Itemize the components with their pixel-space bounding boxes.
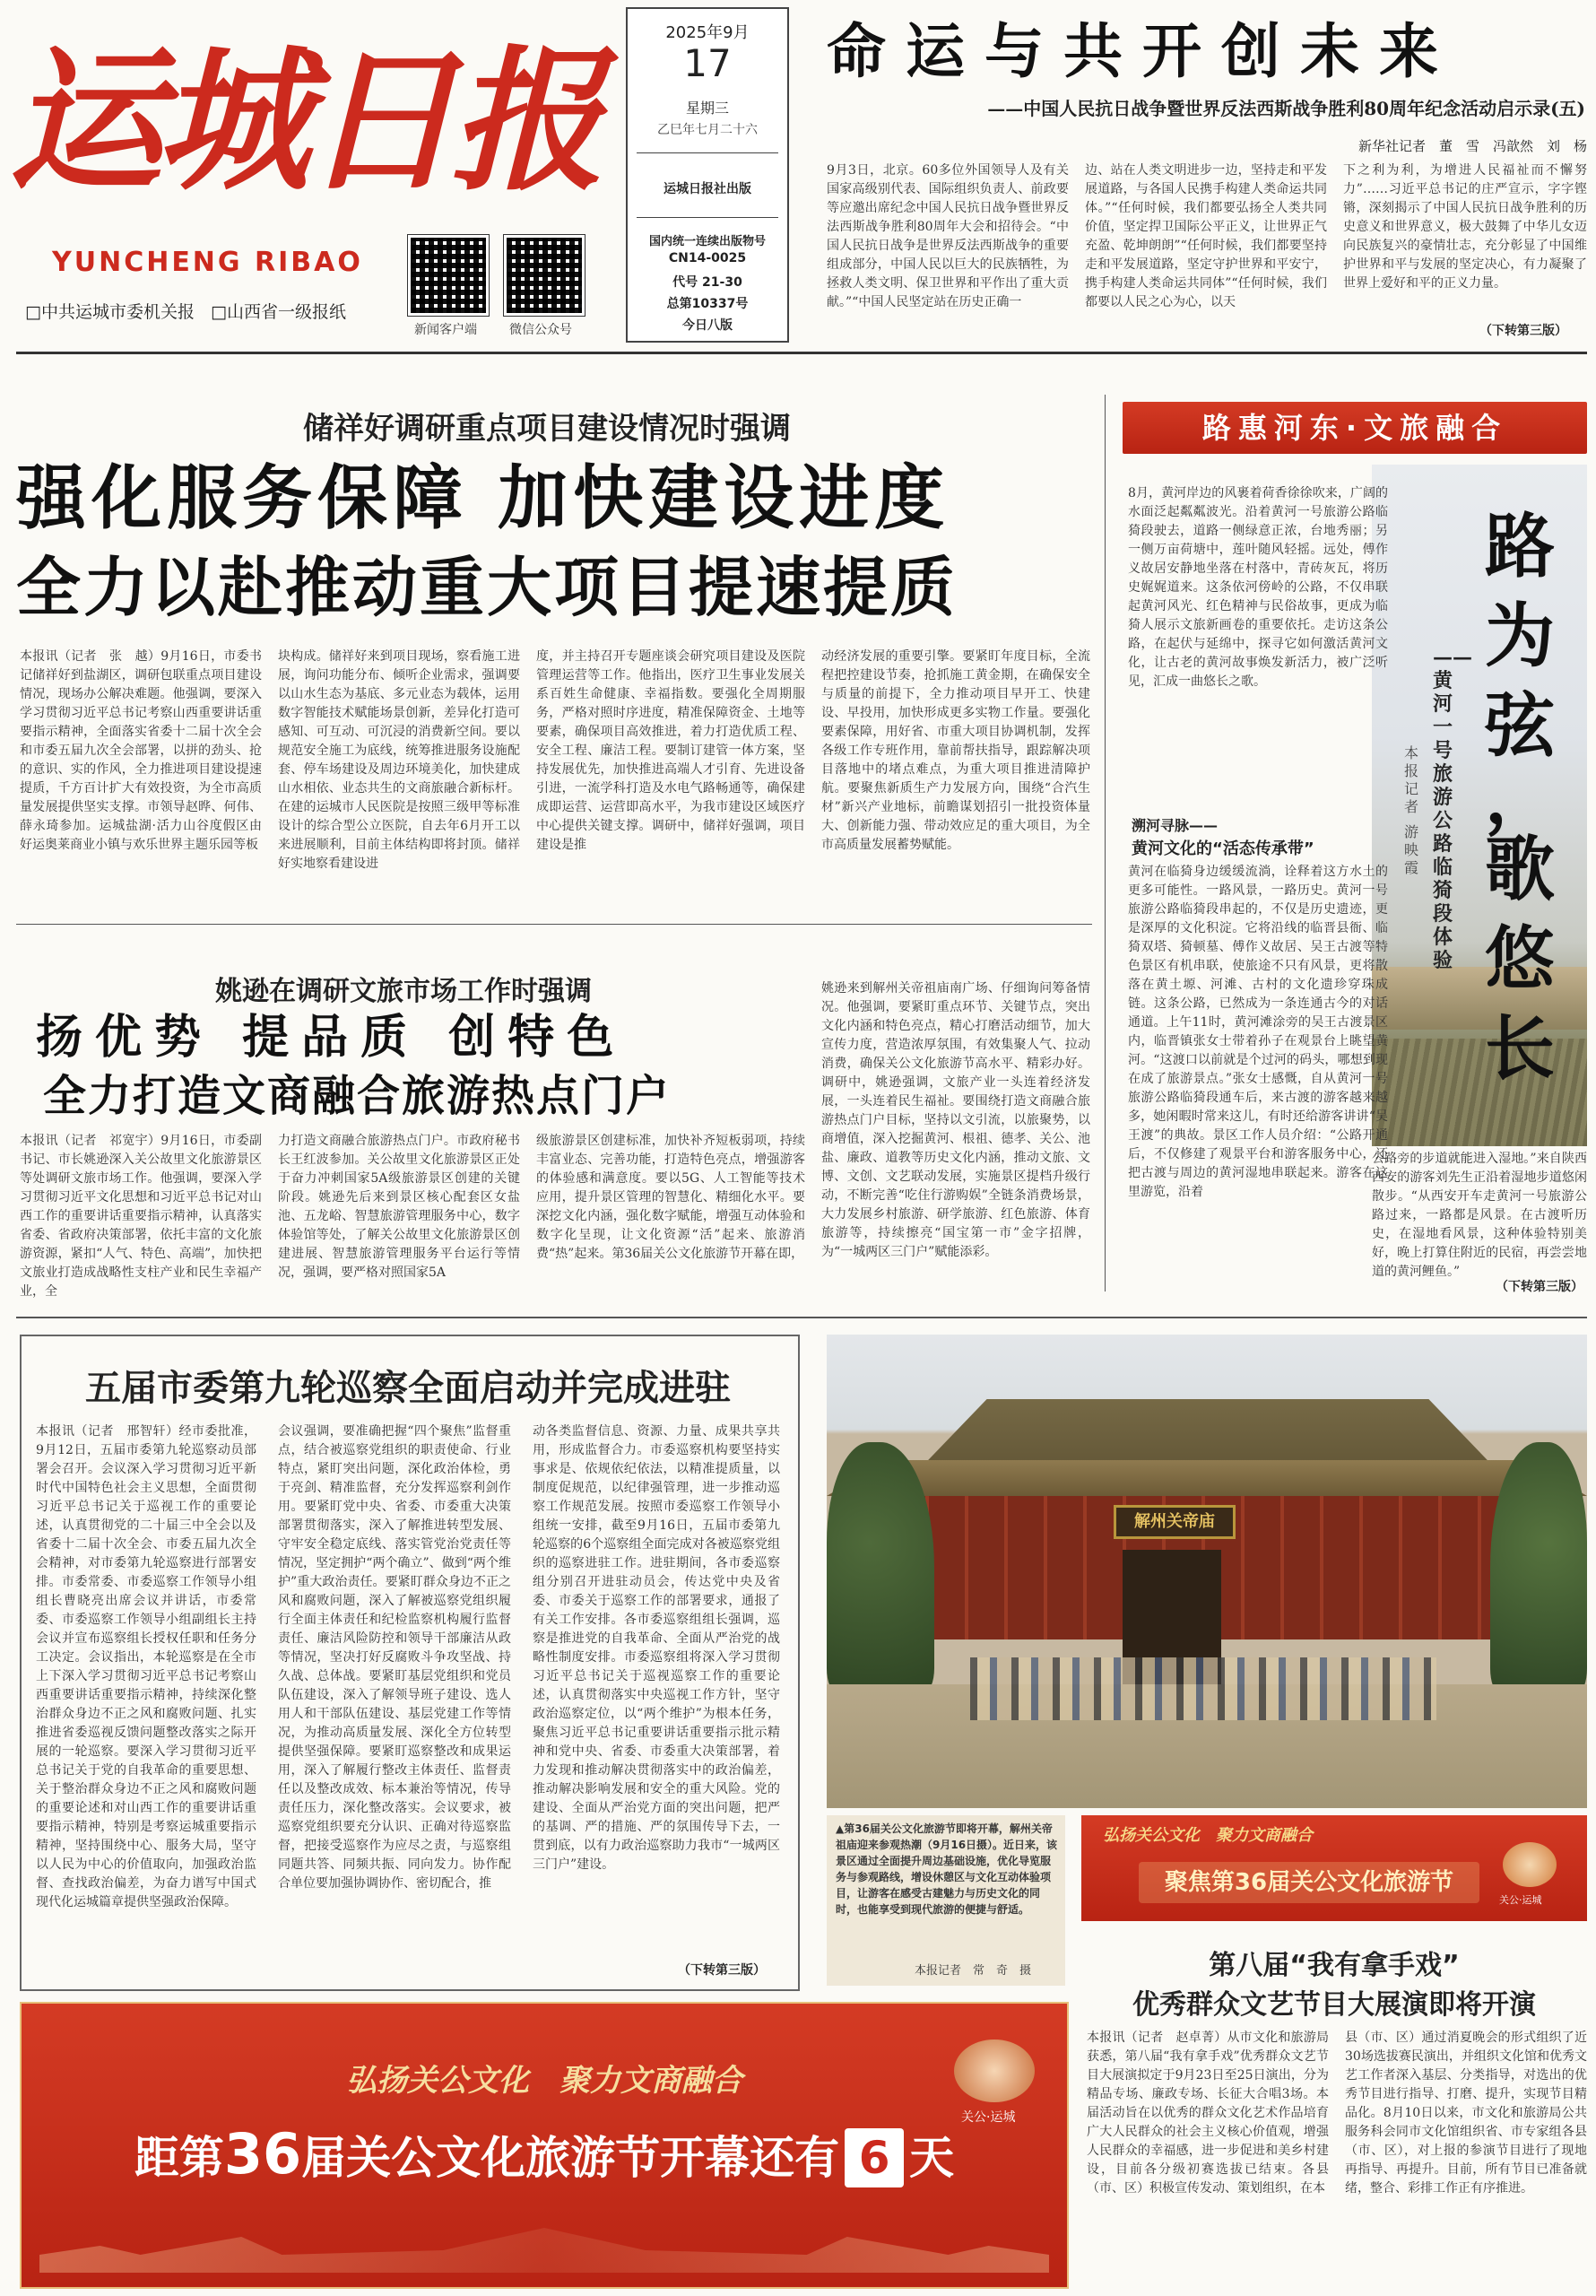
feature-title-char: 为 <box>1484 596 1555 677</box>
masthead <box>0 0 1596 350</box>
ad-countdown-mid: 届关公文化旅游节开幕还有 <box>301 2132 840 2184</box>
story1-headline-2[interactable]: 全力以赴推动重大项目提速提质 <box>16 550 958 625</box>
masthead-org2: 山西省一级报纸 <box>226 302 346 322</box>
story3-col-3: 动各类监督信息、资源、力量、成果共享共用，形成监督合力。市委巡察机构要坚持实事求是、依规依纪依法，以精准提质量，以制度促规范，以纪律强管理，进一步推动巡察工作规范发展。按照市委巡察工作领导小组统一安排，截至9月16日，五届市委第九轮巡察的6个巡察组全面完成对各被巡察党组织的巡察进驻工作。进驻期间，各市委巡察组分别召开进驻动员会，传达党中央及省委、市委关于巡察工作的部署要求，通报了有关工作安排。各市委巡察组组长强调，巡察是推进党的自我革命、全面从严治党的战略性制度安排。市委巡察组将深入学习贯彻习近平总书记关于巡视巡察工作的重要论述，认真贯彻落实中央巡视工作方针，坚守政治巡察定位，以“两个维护”为根本任务，聚焦习近平总书记重要讲话重要指示批示精神和党中央、省委、市委重大决策部署，着力发现和推动解决贯彻落实中的政治偏差，推动解决影响发展和安全的重大风险。党的建设、全面从严治党方面的突出问题，把严的基调、严的措施、严的氛围传导下去，一贯到底，以有力政治巡察助力我市“一城两区三门户”建设。 <box>533 1424 780 1872</box>
story2-col-2: 力打造文商融合旅游热点门户。市政府秘书长王红波参加。关公故里文化旅游景区正处于奋力冲刺国家5A级旅游景区创建的关键阶段。姚逊先后来到景区核心配套区女盐池、五龙峪、智慧旅游管理服务中心，数字体验馆等处，了解关公故里文化旅游景区创建进展、智慧旅游管理服务平台运行等情况，强调，要严格对照国家5A <box>278 1134 520 1280</box>
pages-today: 今日八版 <box>682 318 733 333</box>
temple-photo <box>827 1335 1587 1808</box>
date-year-month: 2025年9月 <box>665 23 750 42</box>
feature-subtitle: ——黄河一号旅游公路临猗段体验 <box>1433 646 1472 972</box>
feature-jump[interactable]: （下转第三版） <box>1496 1280 1583 1294</box>
ad-countdown-banner[interactable] <box>20 2002 1069 2289</box>
feature-section-banner <box>1123 402 1587 454</box>
qr-code-wechat[interactable] <box>504 235 585 316</box>
ad-countdown-suffix: 天 <box>909 2132 955 2184</box>
issn-total: 总第10337号 <box>666 297 749 311</box>
qr2-label: 微信公众号 <box>509 323 572 337</box>
masthead-divider <box>16 352 1587 354</box>
story2-col-3: 级旅游景区创建标准，加快补齐短板弱项，持续丰富业态、完善功能，打造特色亮点，增强游客的体验感和满意度。要以5G、人工智能等技术应用，提升景区管理的智慧化、精细化水平。要深挖文化内涵，强化数字赋能，增强互动体验和数字化呈现，让文化资源“活”起来、旅游消费“热”起来。第36届关公文化旅游节开幕在即， <box>536 1134 805 1261</box>
story4-col-2: 县（市、区）通过消夏晚会的形式组织了近30场选拔赛民演出，并组织文化馆和优秀文艺工作者深入基层、分类指导，对选出的优秀节目进行指导、打磨、提升，实现节目精品化。8月10日以来，市文化和旅游局公共服务科会同市文化馆组织省、市专家组各县（市、区），对上报的参演节目进行了现地再指导、再提升。目前，所有节目已准备就绪，整合、彩排工作正有序推进。 <box>1345 2031 1587 2196</box>
ad-small-logo-icon <box>1503 1842 1557 1887</box>
story1-headline-1[interactable]: 强化服务保障 加快建设进度 <box>16 458 950 539</box>
story1-col-4: 动经济发展的重要引擎。要紧盯年度目标，全流程把控建设节奏，抢抓施工黄金期，在确保安全与质量的前提下，全力推动项目早开工、快建设、早投用，加快形成更多实物工作量。要强化要素保障，用好省、市重大项目协调机制，发挥各级工作专班作用，靠前帮扶指导，跟踪解决项目落地中的堵点难点，为重大项目推进清障护航。要聚焦新质生产力发展方向，围绕“合汽生材”新兴产业地标，前瞻谋划招引一批投资体量大、创新能力强、带动效应足的重大项目，为全市高质量发展蓄势赋能。 <box>821 649 1090 852</box>
masthead-logo: 运城日报 <box>9 30 597 212</box>
divider-story1-story2 <box>16 924 1092 925</box>
feature-col-1: 8月，黄河岸边的风裹着荷香徐徐吹来，广阔的水面泛起粼粼波光。沿着黄河一号旅游公路临猗段驶去，道路一侧绿意正浓，台地秀丽；另一侧万亩荷塘中，莲叶随风轻摇。远处，傅作义故居安静地坐落在村落中，青砖灰瓦，将历史娓娓道来。这条依河傍岭的公路，不仅串联起黄河风光、红色精神与民俗故事，更成为临猗人展示文旅新画卷的重要依托。走访这条公路，在起伏与延绵中，探寻它如何激活黄河文化，让古老的黄河故事焕发新活力，被广泛听见，汇成一曲悠长之歌。 <box>1128 486 1388 689</box>
feature-sub-title: 黄河文化的“活态传承带” <box>1132 839 1314 858</box>
date-lunar: 乙巳年七月二十六 <box>657 123 758 137</box>
story3-jump[interactable]: （下转第三版） <box>678 1963 766 1978</box>
story2-col-4: 姚逊来到解州关帝祖庙南广场、仔细询问筹备情况。他强调，要紧盯重点环节、关键节点，突出文化内涵和特色亮点，精心打磨活动细节，加大宣传力度，营造浓厚氛围，有效集聚人气、拉动消费，确保关公文化旅游节高水平、精彩办好。调研中，姚逊强调，文旅产业一头连着经济发展，一头连着民生福祉。要围绕打造文商融合旅游热点门户目标，坚持以文引流，以旅聚势，以商增值，深入挖掘黄河、根祖、德孝、关公、池盐、廉政、道教等历史文化内涵，推动文旅、文博、文创、文艺联动发展，实施景区提档升级行动，不断完善“吃住行游购娱”全链条消费场景，大力发展乡村旅游、研学旅游、红色旅游、体育旅游等，持续擦亮“国宝第一市”金字招牌，为“一城两区三门户”赋能添彩。 <box>821 981 1090 1259</box>
lead-col-2: 边、站在人类文明进步一边，坚持走和平发展道路，与各国人民携手构建人类命运共同体。”“任何时候，我们都要弘扬全人类共同价值，坚定捍卫国际公平正义，让世界正气充盈、乾坤朗朗”“任何时候，我们都要坚持走和平发展道路，坚定守护世界和平安宁，携手构建人类命运共同体”“任何时候，我们都要以人民之心为心，以天 <box>1085 163 1327 309</box>
feature-title-char: 悠 <box>1484 919 1555 1000</box>
ad-countdown-days: 6 <box>845 2128 904 2187</box>
lead-col-3: 下之利为利，为增进人民福祉而不懈努力”……习近平总书记的庄严宣示，字字铿锵，深刻揭示了中国人民抗日战争胜利的历史意义和世界意义，极大鼓舞了中华儿女迈向民族复兴的豪情壮志，充分彰显了中国维护世界和平与发展的坚定决心，有力凝聚了世界上爱好和平的正义力量。 <box>1343 163 1587 291</box>
story1-col-3: 度，并主持召开专题座谈会研究项目建设及医院管理运营等工作。他指出，医疗卫生事业发展关系百姓生命健康、幸福指数。要强化全周期服务，严格对照时序进度，精准保障资金、土地等要素，确保项目高效推进，着力打造优质工程、安全工程、廉洁工程。要制订建管一体方案，坚持发展优先，加快推进高端人才引育、先进设备引进，一流学科打造及水电气路畅通等，确保建成即运营、运营即高水平，为我市建设区域医疗中心提供关键支撑。调研中，储祥好强调，项目建设是推 <box>536 649 805 852</box>
lead-byline: 新华社记者 董 雪 冯歆然 刘 杨 <box>1357 138 1587 154</box>
story1-kicker: 储祥好调研重点项目建设情况时强调 <box>303 411 791 447</box>
feature-reporter-label: 本报记者 <box>1404 744 1419 815</box>
story4-headline-1[interactable]: 第八届“我有拿手戏” <box>1209 1950 1460 1981</box>
masthead-pinyin: YUNCHENG RIBAO <box>52 247 363 278</box>
story3-headline[interactable]: 五届市委第九轮巡察全面启动并完成进驻 <box>85 1367 731 1409</box>
story2-headline-1[interactable]: 扬优势 提品质 创特色 <box>36 1011 627 1065</box>
story3-col-1: 本报讯（记者 邢智轩）经市委批准，9月12日，五届市委第九轮巡察动员部署会召开。会议深入学习贯彻习近平新时代中国特色社会主义思想，全面贯彻习近平总书记关于巡视工作的重要论述，认真贯彻党的二十届三中全会以及省委十二届十次全会、市委五届九次全会精神，对市委第九轮巡察进行部署安排。市委常委、市委巡察工作领导小组组长曹晓亮出席会议并讲话，市委常委、市委巡察工作领导小组副组长主持会议并宣布巡察组长授权任职和任务分工决定。会议指出，本轮巡察是在全市上下深入学习贯彻习近平总书记考察山西重要讲话重要指示精神，持续深化整治群众身边不正之风和腐败问题、扎实推进省委巡视反馈问题整改落实之际开展的一轮巡察。要深入学习贯彻习近平总书记关于党的自我革命的重要思想、关于整治群众身边不正之风和腐败问题的重要论述和对山西工作的重要讲话重要指示精神，特别是考察运城重要指示精神，坚持围绕中心、服务大局，坚守以人民为中心的价值取向，加强政治监督、查找政治偏差，为奋力谱写中国式现代化运城篇章提供坚强政治保障。 <box>36 1424 256 1909</box>
ad-countdown-line <box>22 2118 1067 2194</box>
photo-credit: 本报记者 常 奇 摄 <box>915 1964 1032 1978</box>
qr1-label: 新闻客户端 <box>414 323 477 337</box>
qr-code-news-app[interactable] <box>408 235 489 316</box>
story2-headline-2[interactable]: 全力打造文商融合旅游热点门户 <box>43 1071 672 1121</box>
story2-col-1: 本报讯（记者 祁宽宇）9月16日，市委副书记、市长姚逊深入关公故里文化旅游景区等处调研文旅市场工作。他强调，要深入学习贯彻习近平文化思想和习近平总书记对山西工作的重要讲话重要指示精神，认真落实省委、省政府决策部署，依托丰富的文化旅游资源，紧扣“人气、特色、高端”，加快把文旅业打造成战略性支柱产业和民生幸福产业，全 <box>20 1134 262 1299</box>
date-box <box>626 7 789 343</box>
lead-subtitle: ——中国人民抗日战争暨世界反法西斯战争胜利80周年纪念活动启示录(五) <box>987 98 1585 119</box>
feature-title-char: 路 <box>1484 507 1555 587</box>
checkbox-icon: □ <box>211 302 227 322</box>
story3-col-2: 会议强调，要准确把握“四个聚焦”监督重点，结合被巡察党组织的职责使命、行业特点，紧盯突出问题，深化政治体检，勇于亮剑、精准监督，充分发挥巡察利剑作用。要紧盯党中央、省委、市委重大决策部署贯彻落实，深入了解推进转型发展、守牢安全稳定底线、落实管党治党责任等情况，坚定拥护“两个确立”、做到“两个维护”重大政治责任。要紧盯群众身边不正之风和腐败问题，深入了解被巡察党组织履行全面主体责任和纪检监察机构履行监督责任、廉洁风险防控和领导干部廉洁从政等情况，坚决打好反腐败斗争攻坚战、持久战、总体战。要紧盯基层党组织和党员队伍建设，深入了解领导班子建设、选人用人和干部队伍建设、基层党建工作等情况，为推动高质量发展、深化全方位转型提供坚强保障。要紧盯巡察整改和成果运用，深入了解履行整改主体责任、监督责任以及整改成效、标本兼治等情况，传导责任压力，深化整改落实。会议要求，被巡察党组织要充分认识、正确对待巡察监督，把接受巡察作为应尽之责，与巡察组同题共答、同频共振、同向发力。协作配合单位要加强协调协作、密切配合，推 <box>278 1424 511 1891</box>
feature-title-char: 歌 <box>1484 830 1555 910</box>
feature-sub-kicker: 溯河寻脉—— <box>1132 817 1219 834</box>
issn-title: 国内统一连续出版物号 <box>648 235 766 248</box>
ad-small-title: 聚焦第36届关公文化旅游节 <box>1164 1869 1454 1896</box>
divider-vertical-right <box>1105 395 1106 1292</box>
checkbox-icon: □ <box>25 302 41 322</box>
feature-section-banner-text: 路惠河东·文旅融合 <box>1201 411 1508 445</box>
ad-countdown-slogan: 弘扬关公文化 聚力文商融合 <box>346 2063 742 2099</box>
lead-col-1: 9月3日，北京。60多位外国领导人及有关国家高级别代表、国际组织负责人、前政要等应邀出席纪念中国人民抗日战争暨世界反法西斯战争胜利80周年大会和招待会。“中国人民抗日战争是世界反法西斯战争的重要组成部分，中国人民以巨大的民族牺牲，为拯救人类文明、保卫世界和平作出了重大贡献。”“中国人民坚定站在历史正确一 <box>827 163 1069 309</box>
ad-small-banner[interactable] <box>1081 1815 1587 1921</box>
feature-title-char: 长 <box>1484 1009 1555 1090</box>
ad-countdown-edition: 36 <box>223 2121 302 2187</box>
ad-countdown-logo-text: 关公·运城 <box>961 2110 1016 2125</box>
publisher: 运城日报社出版 <box>664 182 751 196</box>
date-day: 17 <box>683 41 732 85</box>
issn-cn: CN14-0025 <box>668 251 747 265</box>
ad-small-logo-text: 关公·运城 <box>1499 1894 1542 1906</box>
ad-countdown-prefix: 距第 <box>134 2132 224 2184</box>
masthead-org-line <box>25 299 346 323</box>
feature-col-2: 黄河在临猗身边缓缓流淌，诠释着这方水土的更多可能性。一路风景，一路历史。黄河一号旅游公路临猗段串起的，不仅是历史遗迹，更是深厚的文化积淀。它将沿线的临晋县衙、临猗双塔、猗顿墓、傅作义故居、吴王古渡等特色景区有机串联，使旅途不只有风景，更将散落在黄土塬、河滩、古村的文化遗珍穿珠成链。这条公路，已然成为一条连通古今的对话通道。上午11时，黄河滩涂旁的吴王古渡景区内，临晋镇张女士带着孙子在观景台上眺望黄河。“这渡口以前就是个过河的码头，哪想到现在成了旅游景点。”张女士感慨，自从黄河一号旅游公路临猗段通车后，来古渡的游客越来越多，她闲暇时常来这儿，有时还给游客讲讲“吴王渡”的典故。景区工作人员介绍：“公路开通后，不仅修建了观景平台和游客服务中心，还把古渡与周边的黄河湿地串联起来。游客在这里游览，沿着 <box>1128 865 1388 1199</box>
ad-countdown-skyline <box>39 2228 1049 2273</box>
lead-title[interactable]: 命运与共开创未来 <box>827 17 1458 86</box>
feature-title-char: ， <box>1484 758 1555 839</box>
story4-headline-2[interactable]: 优秀群众文艺节目大展演即将开演 <box>1132 1989 1536 2021</box>
feature-title-char: 弦 <box>1484 686 1555 767</box>
ad-countdown-logo-icon <box>954 2039 1035 2102</box>
date-weekday: 星期三 <box>685 100 729 117</box>
feature-reporter-name: 游映霞 <box>1404 823 1419 876</box>
divider-mid <box>16 1317 1587 1318</box>
issn-code: 代号 21-30 <box>672 275 742 290</box>
masthead-org1: 中共运城市委机关报 <box>40 302 195 322</box>
story1-col-1: 本报讯（记者 张 越）9月16日，市委书记储祥好到盐湖区，调研包联重点项目建设情况，现场办公解决难题。他强调，要深入学习贯彻习近平总书记考察山西重要讲话重要指示精神，全面落实省委十二届十次全会和市委五届九次全会部署，以拼的劲头、抢的意识、实的作风，全力推进项目建设提速提质，千方百计扩大有效投资，为全市高质量发展提供坚实支撑。市领导赵晔、何伟、薛永琦参加。运城盐湖·活力山谷度假区由好运奥莱商业小镇与欢乐世界主题乐园等板 <box>20 649 262 852</box>
feature-col-3: 公路旁的步道就能进入湿地。”来自陕西西安的游客刘先生正沿着湿地步道悠闲散步。“从西安开车走黄河一号旅游公路过来，一路都是风景。在古渡听历史，在湿地看风景，这种体验特别美好，晚上打算住附近的民宿，再尝尝地道的黄河鲤鱼。” <box>1372 1152 1587 1279</box>
story1-col-2: 块构成。储祥好来到项目现场，察看施工进展，询问功能分布、倾听企业需求，强调要以山水生态为基底、多元业态为载体，运用数字智能技术赋能场景创新，差异化打造可感知、可互动、可沉浸的消费新空间。要以规范安全施工为底线，统筹推进服务设施配套、停车场建设及周边环境美化，加快建成山水相依、业态共生的文商旅融合新标杆。在建的运城市人民医院是按照三级甲等标准设计的综合型公立医院，自去年6月开工以来进展顺利，目前主体结构即将封顶。储祥好实地察看建设进 <box>278 649 520 871</box>
ad-small-slogan: 弘扬关公文化 聚力文商融合 <box>1103 1826 1313 1845</box>
temple-sign: 解州关帝庙 <box>1134 1512 1215 1531</box>
feature-vertical-title <box>1470 502 1569 1130</box>
story4-col-1: 本报讯（记者 赵卓菁）从市文化和旅游局获悉，第八届“我有拿手戏”优秀群众文艺节目大展演拟定于9月23日至25日演出，分为精品专场、廉政专场、长征大合唱3场。本届活动旨在以优秀的群众文化艺术作品培育广大人民群众的社会主义核心价值观，增强人民群众的幸福感，进一步促进和美乡村建设，目前各分级初赛选拔已结束。各县（市、区）积极宣传发动、策划组织，在本 <box>1087 2031 1329 2196</box>
lead-jump[interactable]: （下转第三版） <box>1479 324 1567 338</box>
story2-kicker: 姚逊在调研文旅市场工作时强调 <box>215 976 592 1007</box>
photo-caption: ▲第36届关公文化旅游节即将开幕，解州关帝祖庙迎来参观热潮（9月16日摄）。近日来，该景区通过全面提升周边基础设施，优化导览服务与参观路线，增设休憩区与文化互动体验项目，让游客在感受古建魅力与历史文化的同时，也能享受到现代旅游的便捷与舒适。 <box>836 1822 1058 1916</box>
